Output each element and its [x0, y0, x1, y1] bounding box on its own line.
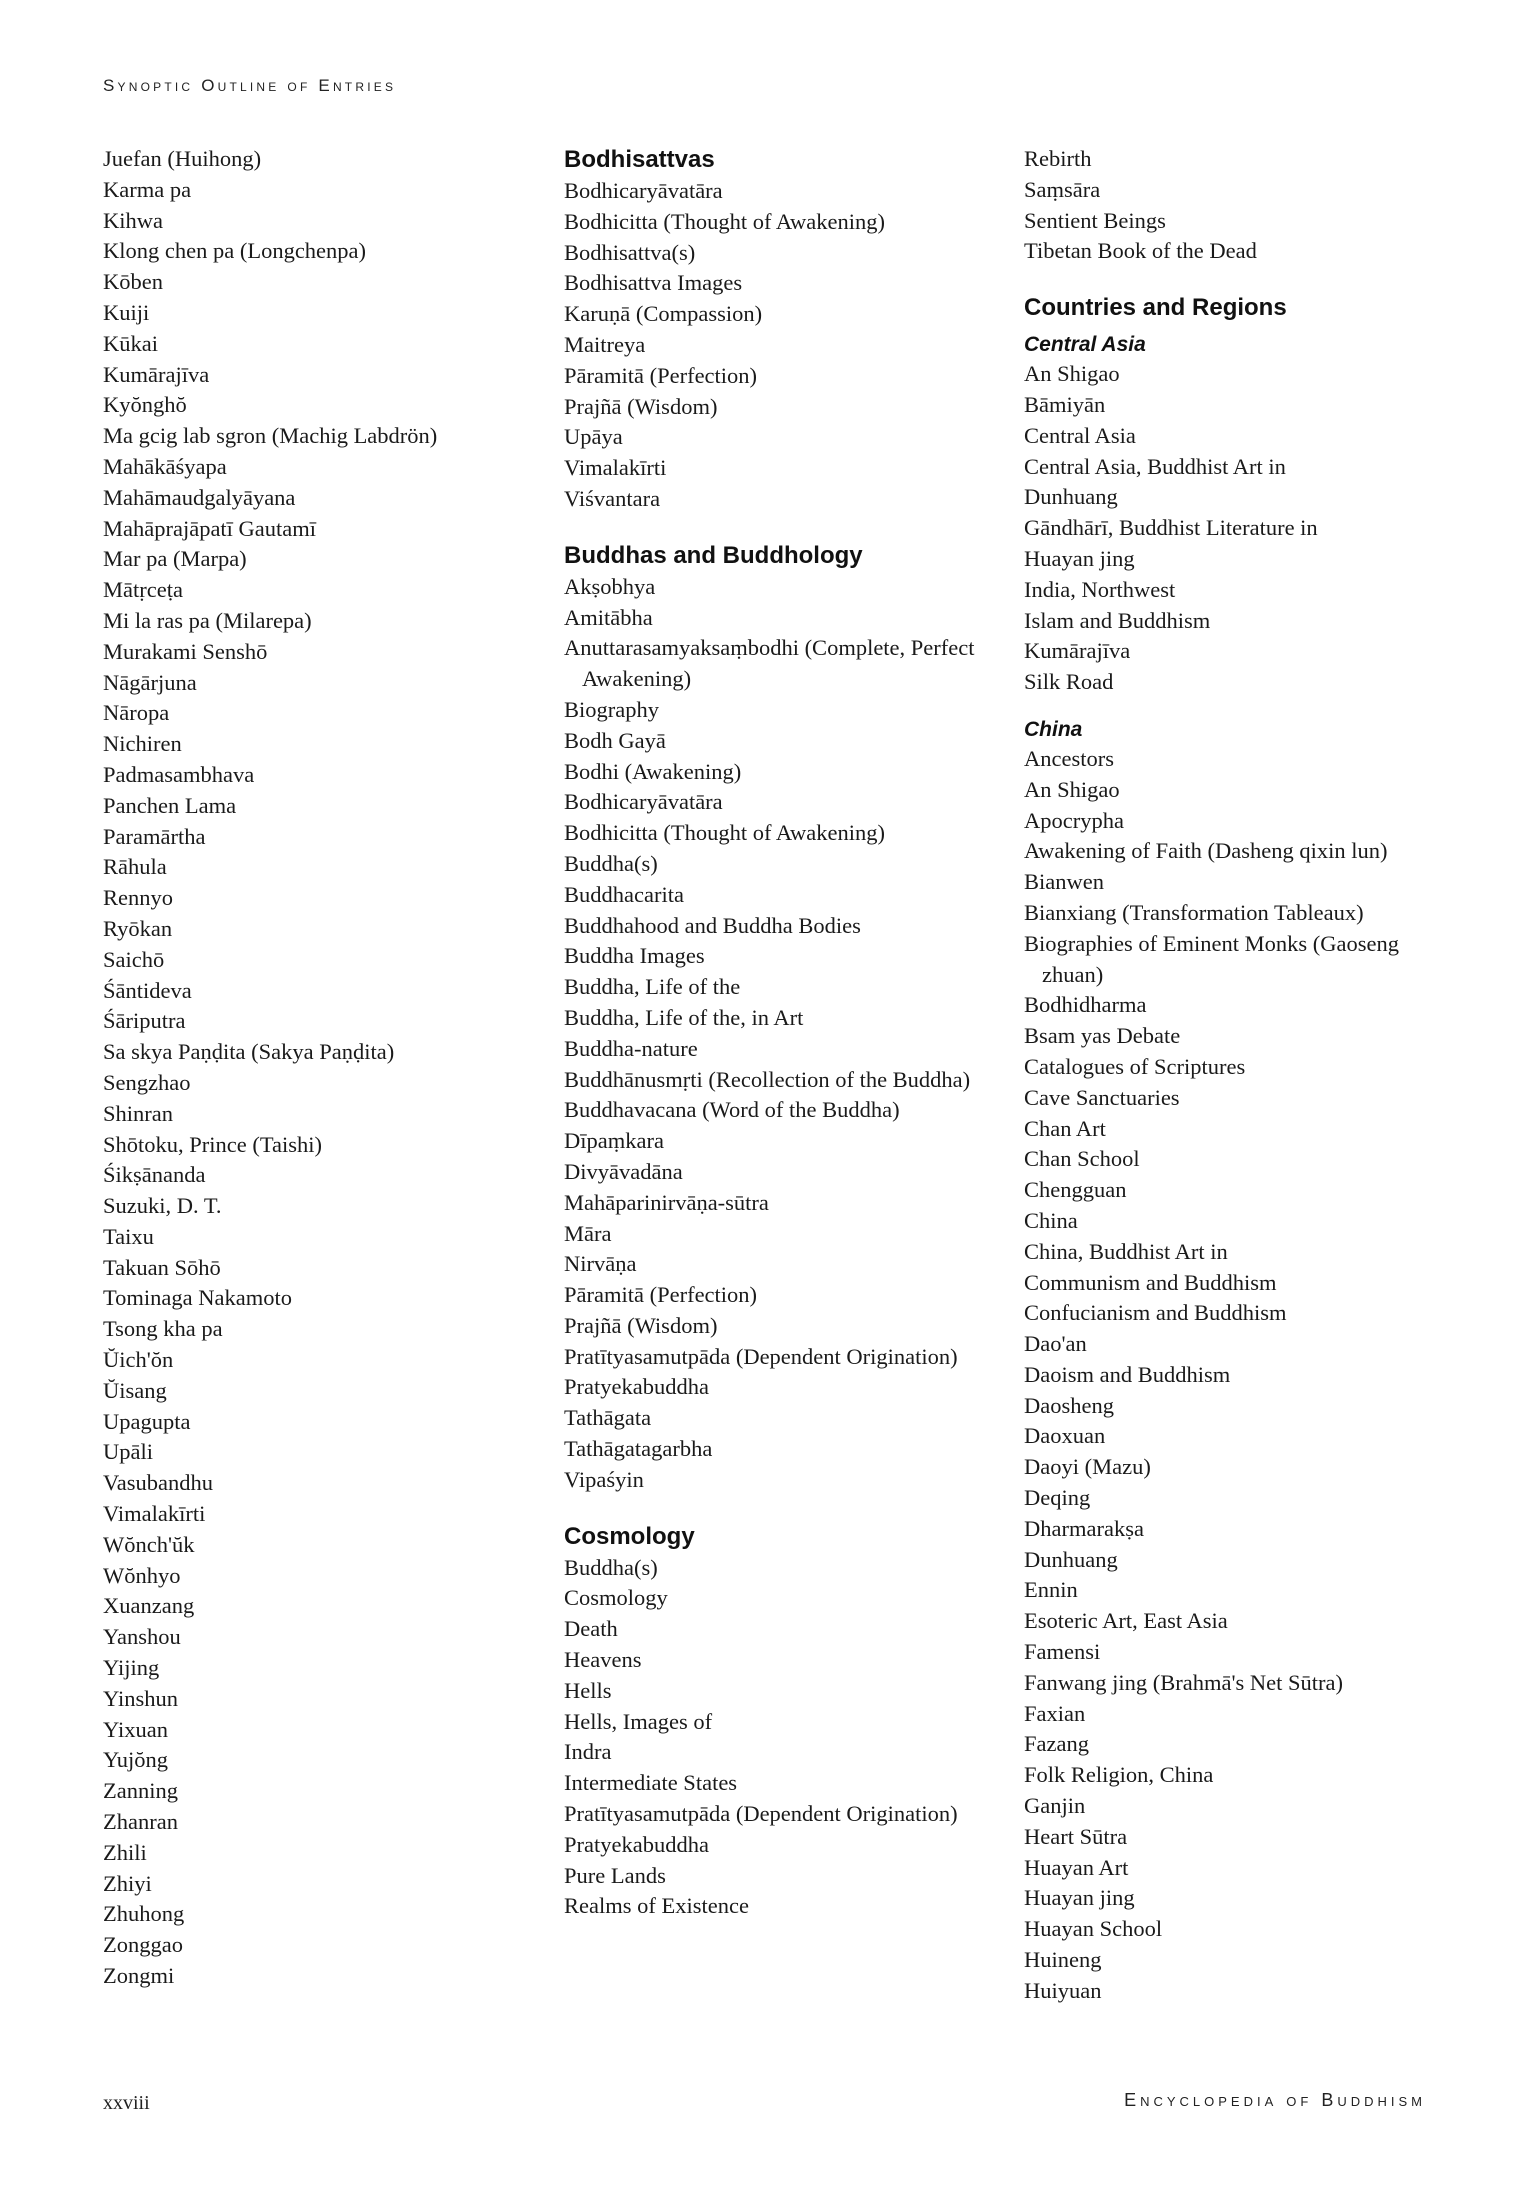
entry-item: Mar pa (Marpa) — [103, 546, 247, 572]
entry-item: Communism and Buddhism — [1024, 1269, 1277, 1295]
entry-item: Vimalakīrti — [564, 455, 667, 481]
entry-item: Pratyekabuddha — [564, 1374, 709, 1400]
entry-item: Bodhisattva Images — [564, 270, 743, 296]
entry-item: Rennyo — [103, 885, 173, 911]
entry-item: Huiyuan — [1024, 1977, 1102, 2003]
page-number: xxviii — [103, 2092, 150, 2114]
entry-item: Śikṣānanda — [103, 1162, 206, 1188]
entry-item: Zongmi — [103, 1963, 175, 1989]
running-foot: Encyclopedia of Buddhism — [1124, 2090, 1426, 2110]
entry-item: Bianwen — [1024, 869, 1104, 895]
entry-item: Ŭich'ŏn — [103, 1347, 174, 1373]
entry-item: Sa skya Paṇḍita (Sakya Paṇḍita) — [103, 1039, 395, 1065]
entry-item: Ennin — [1024, 1577, 1078, 1603]
entry-item: Esoteric Art, East Asia — [1024, 1608, 1228, 1634]
entry-item: Shōtoku, Prince (Taishi) — [103, 1131, 323, 1157]
entry-item: India, Northwest — [1024, 576, 1176, 602]
entry-item: Cosmology — [564, 1585, 668, 1611]
entry-item: Fanwang jing (Brahmā's Net Sūtra) — [1024, 1669, 1343, 1695]
entry-item: Klong chen pa (Longchenpa) — [103, 238, 367, 264]
entry-item: Huayan School — [1024, 1916, 1163, 1942]
entry-item: Taixu — [103, 1223, 154, 1249]
entry-item: Buddhacarita — [564, 881, 684, 907]
entry-item: Huayan jing — [1024, 1885, 1135, 1911]
entry-item: Nāgārjuna — [103, 669, 197, 695]
entry-item: Kihwa — [103, 207, 163, 233]
entry-item: Maitreya — [564, 331, 646, 357]
entry-item: Huayan Art — [1024, 1854, 1129, 1880]
entry-item: Panchen Lama — [103, 792, 237, 818]
entry-item: Buddhavacana (Word of the Buddha) — [564, 1097, 900, 1123]
entry-item: Xuanzang — [103, 1593, 195, 1619]
entry-item: Bodhicitta (Thought of Awakening) — [564, 208, 885, 234]
entry-item: Hells, Images of — [564, 1708, 713, 1734]
entry-item: Māra — [564, 1220, 612, 1246]
entry-item: Bodh Gayā — [564, 727, 666, 753]
entry-item: Ma gcig lab sgron (Machig Labdrön) — [103, 423, 438, 449]
entry-item: Intermediate States — [564, 1770, 738, 1796]
entry-item: Rāhula — [103, 854, 167, 880]
entry-item: Folk Religion, China — [1024, 1762, 1214, 1788]
entry-item: Buddhānusmṛti (Recollection of the Buddha) — [564, 1066, 971, 1092]
entry-item: Śāntideva — [103, 977, 192, 1003]
entry-item: Daoxuan — [1024, 1423, 1106, 1449]
entry-item: Chan School — [1024, 1146, 1140, 1172]
entry-item: Buddha(s) — [564, 850, 658, 876]
entry-item: Heart Sūtra — [1024, 1823, 1128, 1849]
entry-item: Saṃsāra — [1024, 176, 1101, 202]
entry-item: Buddha-nature — [564, 1035, 698, 1061]
entry-item: Nāropa — [103, 700, 170, 726]
entry-item: Kūkai — [103, 330, 158, 356]
entry-item: Central Asia, Buddhist Art in — [1024, 453, 1286, 479]
entry-item: Karma pa — [103, 176, 192, 202]
section-heading: Buddhas and Buddhology — [564, 541, 863, 569]
entry-item: Central Asia — [1024, 422, 1136, 448]
entry-item: Dunhuang — [1024, 484, 1118, 510]
entry-item: Nirvāṇa — [564, 1251, 637, 1277]
entry-item: Biography — [564, 696, 659, 722]
entry-item: Bāmiyān — [1024, 391, 1106, 417]
entry-item: Famensi — [1024, 1639, 1101, 1665]
outline-column-2 — [564, 144, 994, 1922]
entry-item: Zhuhong — [103, 1901, 185, 1927]
entry-item: Catalogues of Scriptures — [1024, 1053, 1246, 1079]
entry-item: Buddha(s) — [564, 1554, 658, 1580]
entry-item: Sentient Beings — [1024, 207, 1166, 233]
entry-item: Buddha Images — [564, 943, 705, 969]
entry-item: Mahāmaudgalyāyana — [103, 484, 296, 510]
entry-item: Yixuan — [103, 1716, 168, 1742]
entry-item: Islam and Buddhism — [1024, 607, 1211, 633]
entry-item: Wŏnch'ŭk — [103, 1531, 195, 1557]
entry-item: Takuan Sōhō — [103, 1254, 221, 1280]
entry-item: Realms of Existence — [564, 1893, 749, 1919]
entry-item: Bianxiang (Transformation Tableaux) — [1024, 899, 1364, 925]
entry-item: An Shigao — [1024, 776, 1120, 802]
entry-item: Tibetan Book of the Dead — [1024, 238, 1257, 264]
entry-item: Mahāprajāpatī Gautamī — [103, 515, 317, 541]
entry-item: Yanshou — [103, 1624, 181, 1650]
entry-item: Saichō — [103, 946, 165, 972]
section-heading: Bodhisattvas — [564, 146, 715, 173]
entry-item: Śāriputra — [103, 1008, 186, 1034]
entry-item: Kumārajīva — [103, 361, 210, 387]
entry-item: Mahāparinirvāṇa-sūtra — [564, 1189, 769, 1215]
entry-item: Hells — [564, 1677, 612, 1703]
entry-item: Faxian — [1024, 1700, 1086, 1726]
entry-item: Zhanran — [103, 1809, 178, 1835]
entry-item: Chan Art — [1024, 1115, 1106, 1141]
entry-item: Bodhicaryāvatāra — [564, 789, 723, 815]
entry-item: China, Buddhist Art in — [1024, 1238, 1228, 1264]
entry-item: Bodhi (Awakening) — [564, 758, 742, 784]
entry-item: Death — [564, 1616, 618, 1642]
entry-item: Fazang — [1024, 1731, 1089, 1757]
entry-item: Pratyekabuddha — [564, 1831, 709, 1857]
entry-item: Daosheng — [1024, 1392, 1114, 1418]
entry-item: Zhiyi — [103, 1870, 152, 1896]
entry-item: Vasubandhu — [103, 1470, 213, 1496]
entry-item: Dīpaṃkara — [564, 1128, 664, 1154]
entry-item: Karuṇā (Compassion) — [564, 301, 763, 327]
entry-item: Tominaga Nakamoto — [103, 1285, 292, 1311]
entry-item: Heavens — [564, 1647, 642, 1673]
entry-item: Indra — [564, 1739, 612, 1765]
entry-item: Huineng — [1024, 1947, 1102, 1973]
entry-item: Yijing — [103, 1655, 160, 1681]
entry-item: Yujŏng — [103, 1747, 169, 1773]
entry-item: Buddha, Life of the, in Art — [564, 1004, 804, 1030]
entry-item: Kumārajīva — [1024, 638, 1131, 664]
entry-item: Mātṛceṭa — [103, 577, 183, 603]
entry-item: Akṣobhya — [564, 573, 656, 599]
entry-item: Mi la ras pa (Milarepa) — [103, 607, 312, 633]
entry-item: Deqing — [1024, 1485, 1091, 1511]
entry-item: Bsam yas Debate — [1024, 1023, 1181, 1049]
entry-item: Biographies of Eminent Monks (Gaoseng zhuan) — [1024, 930, 1399, 987]
entry-item: Buddha, Life of the — [564, 974, 741, 1000]
entry-item: Upagupta — [103, 1408, 191, 1434]
entry-item: Huayan jing — [1024, 545, 1135, 571]
entry-item: An Shigao — [1024, 361, 1120, 387]
entry-item: Zanning — [103, 1778, 178, 1804]
entry-item: Kuiji — [103, 299, 150, 325]
entry-item: Bodhicaryāvatāra — [564, 178, 723, 203]
entry-item: Mahākāśyapa — [103, 453, 227, 479]
entry-item: Dharmarakṣa — [1024, 1515, 1144, 1541]
entry-item: Bodhidharma — [1024, 992, 1147, 1018]
outline-column-3 — [1024, 144, 1454, 2007]
entry-item: Buddhahood and Buddha Bodies — [564, 912, 861, 938]
entry-item: Pāramitā (Perfection) — [564, 1282, 758, 1308]
entry-item: Dunhuang — [1024, 1546, 1118, 1572]
section-heading: Cosmology — [564, 1522, 695, 1550]
section-heading: Countries and Regions — [1024, 294, 1287, 322]
entry-item: Zhili — [103, 1839, 147, 1865]
entry-item: Amitābha — [564, 604, 653, 630]
entry-item: Silk Road — [1024, 669, 1114, 695]
entry-item: Bodhicitta (Thought of Awakening) — [564, 820, 885, 846]
entry-item: Wŏnhyo — [103, 1562, 181, 1588]
entry-item: Vimalakīrti — [103, 1501, 206, 1527]
entry-item: Chengguan — [1024, 1177, 1127, 1203]
entry-item: Ryōkan — [103, 915, 173, 941]
entry-item: Ancestors — [1024, 745, 1114, 771]
entry-item: China — [1024, 1207, 1078, 1233]
entry-item: Divyāvadāna — [564, 1158, 683, 1184]
entry-item: Paramārtha — [103, 823, 206, 849]
section-subheading: China — [1024, 717, 1083, 741]
entry-item: Tsong kha pa — [103, 1316, 223, 1342]
entry-item: Awakening of Faith (Dasheng qixin lun) — [1024, 838, 1388, 864]
entry-item: Upāya — [564, 424, 623, 450]
entry-item: Bodhisattva(s) — [564, 239, 696, 265]
entry-item: Prajñā (Wisdom) — [564, 1312, 718, 1338]
entry-item: Tathāgata — [564, 1405, 652, 1431]
entry-item: Tathāgatagarbha — [564, 1436, 713, 1462]
running-head: Synoptic Outline of Entries — [103, 76, 397, 95]
entry-item: Daoism and Buddhism — [1024, 1361, 1231, 1387]
entry-item: Suzuki, D. T. — [103, 1193, 222, 1219]
entry-item: Daoyi (Mazu) — [1024, 1454, 1151, 1480]
entry-item: Vipaśyin — [564, 1466, 644, 1492]
entry-item: Ganjin — [1024, 1793, 1086, 1819]
entry-item: Kyŏnghŏ — [103, 392, 187, 418]
entry-item: Pratītyasamutpāda (Dependent Origination) — [564, 1343, 958, 1369]
entry-item: Gāndhārī, Buddhist Literature in — [1024, 515, 1318, 541]
entry-item: Juefan (Huihong) — [103, 146, 262, 171]
entry-item: Ŭisang — [103, 1377, 167, 1403]
entry-item: Pratītyasamutpāda (Dependent Origination) — [564, 1801, 958, 1827]
entry-item: Murakami Senshō — [103, 638, 268, 664]
entry-item: Anuttarasamyaksaṃbodhi (Complete, Perfect Awakening) — [564, 635, 975, 692]
entry-item: Kōben — [103, 269, 163, 295]
section-subheading: Central Asia — [1024, 333, 1146, 357]
entry-item: Dao'an — [1024, 1331, 1087, 1357]
entry-item: Prajñā (Wisdom) — [564, 393, 718, 419]
entry-item: Apocrypha — [1024, 807, 1124, 833]
entry-item: Nichiren — [103, 731, 182, 757]
entry-item: Rebirth — [1024, 146, 1092, 171]
entry-item: Pure Lands — [564, 1862, 666, 1888]
entry-item: Viśvantara — [564, 485, 661, 511]
entry-item: Padmasambhava — [103, 761, 255, 787]
entry-item: Upāli — [103, 1439, 153, 1465]
entry-item: Confucianism and Buddhism — [1024, 1300, 1287, 1326]
entry-item: Zonggao — [103, 1932, 183, 1958]
entry-item: Cave Sanctuaries — [1024, 1084, 1180, 1110]
entry-item: Yinshun — [103, 1685, 179, 1711]
entry-item: Sengzhao — [103, 1069, 191, 1095]
entry-item: Pāramitā (Perfection) — [564, 362, 758, 388]
entry-item: Shinran — [103, 1100, 173, 1126]
outline-column-1 — [103, 144, 533, 1992]
